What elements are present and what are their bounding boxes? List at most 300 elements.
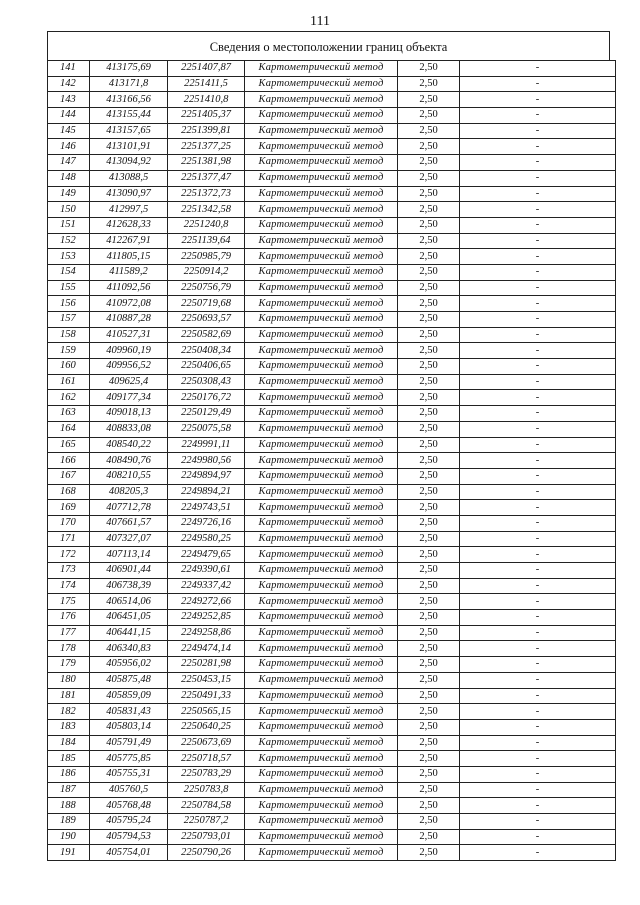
table-row — [48, 798, 616, 814]
coord-x-cell: 410527,31 — [90, 327, 168, 343]
method-cell: Картометрический метод — [245, 578, 398, 594]
description-cell: - — [460, 657, 616, 673]
point-number-cell: 156 — [48, 296, 90, 312]
description-cell: - — [460, 468, 616, 484]
accuracy-cell: 2,50 — [398, 782, 460, 798]
point-number-cell: 149 — [48, 186, 90, 202]
coord-x-cell: 413094,92 — [90, 155, 168, 171]
accuracy-cell: 2,50 — [398, 155, 460, 171]
accuracy-cell: 2,50 — [398, 406, 460, 422]
coord-y-cell: 2249337,42 — [168, 578, 245, 594]
table-row — [48, 829, 616, 845]
description-cell: - — [460, 343, 616, 359]
point-number-cell: 170 — [48, 515, 90, 531]
point-number-cell: 151 — [48, 217, 90, 233]
accuracy-cell: 2,50 — [398, 500, 460, 516]
point-number-cell: 171 — [48, 531, 90, 547]
coord-y-cell: 2250985,79 — [168, 249, 245, 265]
point-number-cell: 142 — [48, 76, 90, 92]
method-cell: Картометрический метод — [245, 123, 398, 139]
description-cell: - — [460, 672, 616, 688]
description-cell: - — [460, 296, 616, 312]
accuracy-cell: 2,50 — [398, 139, 460, 155]
point-number-cell: 174 — [48, 578, 90, 594]
table-row — [48, 688, 616, 704]
description-cell: - — [460, 704, 616, 720]
table-title: Сведения о местоположении границ объекта — [47, 31, 610, 60]
table-row — [48, 641, 616, 657]
coord-y-cell: 2249894,21 — [168, 484, 245, 500]
description-cell: - — [460, 500, 616, 516]
accuracy-cell: 2,50 — [398, 719, 460, 735]
coord-y-cell: 2250308,43 — [168, 374, 245, 390]
page-number: 111 — [310, 14, 330, 29]
coord-y-cell: 2250453,15 — [168, 672, 245, 688]
method-cell: Картометрический метод — [245, 139, 398, 155]
coord-x-cell: 408833,08 — [90, 421, 168, 437]
coord-x-cell: 408210,55 — [90, 468, 168, 484]
coordinates-table-body — [48, 61, 616, 861]
method-cell: Картометрический метод — [245, 233, 398, 249]
coord-y-cell: 2249258,86 — [168, 625, 245, 641]
description-cell: - — [460, 359, 616, 375]
table-row — [48, 468, 616, 484]
coord-x-cell: 411092,56 — [90, 280, 168, 296]
point-number-cell: 179 — [48, 657, 90, 673]
coord-y-cell: 2250129,49 — [168, 406, 245, 422]
method-cell: Картометрический метод — [245, 186, 398, 202]
accuracy-cell: 2,50 — [398, 594, 460, 610]
coord-x-cell: 409018,13 — [90, 406, 168, 422]
coord-x-cell: 413171,8 — [90, 76, 168, 92]
coord-x-cell: 405775,85 — [90, 751, 168, 767]
description-cell: - — [460, 735, 616, 751]
accuracy-cell: 2,50 — [398, 515, 460, 531]
description-cell: - — [460, 798, 616, 814]
method-cell: Картометрический метод — [245, 155, 398, 171]
coord-x-cell: 411589,2 — [90, 264, 168, 280]
method-cell: Картометрический метод — [245, 515, 398, 531]
point-number-cell: 172 — [48, 547, 90, 563]
coord-x-cell: 407327,07 — [90, 531, 168, 547]
description-cell: - — [460, 719, 616, 735]
coord-x-cell: 412267,91 — [90, 233, 168, 249]
table-row — [48, 186, 616, 202]
description-cell: - — [460, 437, 616, 453]
table-row — [48, 453, 616, 469]
method-cell: Картометрический метод — [245, 92, 398, 108]
description-cell: - — [460, 406, 616, 422]
coord-x-cell: 411805,15 — [90, 249, 168, 265]
coord-y-cell: 2250565,15 — [168, 704, 245, 720]
coord-y-cell: 2250719,68 — [168, 296, 245, 312]
table-row — [48, 296, 616, 312]
point-number-cell: 168 — [48, 484, 90, 500]
accuracy-cell: 2,50 — [398, 374, 460, 390]
point-number-cell: 173 — [48, 563, 90, 579]
coord-x-cell: 409960,19 — [90, 343, 168, 359]
point-number-cell: 181 — [48, 688, 90, 704]
coord-x-cell: 405794,53 — [90, 829, 168, 845]
description-cell: - — [460, 76, 616, 92]
accuracy-cell: 2,50 — [398, 108, 460, 124]
point-number-cell: 154 — [48, 264, 90, 280]
point-number-cell: 166 — [48, 453, 90, 469]
point-number-cell: 176 — [48, 610, 90, 626]
method-cell: Картометрический метод — [245, 814, 398, 830]
coord-x-cell: 405831,43 — [90, 704, 168, 720]
method-cell: Картометрический метод — [245, 202, 398, 218]
coord-y-cell: 2250783,29 — [168, 766, 245, 782]
table-row — [48, 217, 616, 233]
table-row — [48, 170, 616, 186]
table-row — [48, 547, 616, 563]
coord-x-cell: 406340,83 — [90, 641, 168, 657]
method-cell: Картометрический метод — [245, 264, 398, 280]
coord-x-cell: 405768,48 — [90, 798, 168, 814]
accuracy-cell: 2,50 — [398, 657, 460, 673]
description-cell: - — [460, 312, 616, 328]
method-cell: Картометрический метод — [245, 484, 398, 500]
coord-x-cell: 406441,15 — [90, 625, 168, 641]
coord-x-cell: 409956,52 — [90, 359, 168, 375]
point-number-cell: 158 — [48, 327, 90, 343]
coord-x-cell: 413175,69 — [90, 61, 168, 77]
coord-y-cell: 2249474,14 — [168, 641, 245, 657]
method-cell: Картометрический метод — [245, 845, 398, 861]
coord-y-cell: 2249479,65 — [168, 547, 245, 563]
coord-y-cell: 2249743,51 — [168, 500, 245, 516]
accuracy-cell: 2,50 — [398, 296, 460, 312]
table-row — [48, 92, 616, 108]
coord-y-cell: 2250693,57 — [168, 312, 245, 328]
table-row — [48, 782, 616, 798]
method-cell: Картометрический метод — [245, 798, 398, 814]
table-row — [48, 249, 616, 265]
coord-y-cell: 2250281,98 — [168, 657, 245, 673]
table-row — [48, 735, 616, 751]
point-number-cell: 189 — [48, 814, 90, 830]
table-row — [48, 845, 616, 861]
method-cell: Картометрический метод — [245, 531, 398, 547]
point-number-cell: 167 — [48, 468, 90, 484]
coord-y-cell: 2251407,87 — [168, 61, 245, 77]
coord-y-cell: 2249980,56 — [168, 453, 245, 469]
coord-x-cell: 413090,97 — [90, 186, 168, 202]
table-row — [48, 594, 616, 610]
accuracy-cell: 2,50 — [398, 563, 460, 579]
coord-x-cell: 410972,08 — [90, 296, 168, 312]
coord-y-cell: 2249580,25 — [168, 531, 245, 547]
coord-x-cell: 406738,39 — [90, 578, 168, 594]
accuracy-cell: 2,50 — [398, 92, 460, 108]
table-row — [48, 264, 616, 280]
point-number-cell: 159 — [48, 343, 90, 359]
coord-y-cell: 2250491,33 — [168, 688, 245, 704]
coord-y-cell: 2250790,26 — [168, 845, 245, 861]
accuracy-cell: 2,50 — [398, 704, 460, 720]
accuracy-cell: 2,50 — [398, 202, 460, 218]
description-cell: - — [460, 264, 616, 280]
coord-x-cell: 408205,3 — [90, 484, 168, 500]
coord-x-cell: 407712,78 — [90, 500, 168, 516]
accuracy-cell: 2,50 — [398, 814, 460, 830]
point-number-cell: 163 — [48, 406, 90, 422]
boundary-table-sheet — [47, 31, 610, 861]
method-cell: Картометрический метод — [245, 657, 398, 673]
description-cell: - — [460, 563, 616, 579]
method-cell: Картометрический метод — [245, 610, 398, 626]
coord-y-cell: 2250582,69 — [168, 327, 245, 343]
coord-y-cell: 2250406,65 — [168, 359, 245, 375]
point-number-cell: 145 — [48, 123, 90, 139]
accuracy-cell: 2,50 — [398, 468, 460, 484]
coord-y-cell: 2249390,61 — [168, 563, 245, 579]
point-number-cell: 184 — [48, 735, 90, 751]
point-number-cell: 186 — [48, 766, 90, 782]
table-row — [48, 421, 616, 437]
table-row — [48, 625, 616, 641]
description-cell: - — [460, 578, 616, 594]
method-cell: Картометрический метод — [245, 829, 398, 845]
coord-y-cell: 2249252,85 — [168, 610, 245, 626]
table-row — [48, 751, 616, 767]
coord-y-cell: 2251381,98 — [168, 155, 245, 171]
point-number-cell: 144 — [48, 108, 90, 124]
description-cell: - — [460, 453, 616, 469]
point-number-cell: 165 — [48, 437, 90, 453]
table-row — [48, 374, 616, 390]
table-row — [48, 531, 616, 547]
coord-y-cell: 2251342,58 — [168, 202, 245, 218]
table-row — [48, 719, 616, 735]
description-cell: - — [460, 280, 616, 296]
method-cell: Картометрический метод — [245, 719, 398, 735]
coord-y-cell: 2250914,2 — [168, 264, 245, 280]
table-row — [48, 484, 616, 500]
point-number-cell: 141 — [48, 61, 90, 77]
description-cell: - — [460, 484, 616, 500]
method-cell: Картометрический метод — [245, 437, 398, 453]
point-number-cell: 150 — [48, 202, 90, 218]
accuracy-cell: 2,50 — [398, 735, 460, 751]
coord-y-cell: 2250075,58 — [168, 421, 245, 437]
point-number-cell: 152 — [48, 233, 90, 249]
description-cell: - — [460, 814, 616, 830]
coord-x-cell: 405956,02 — [90, 657, 168, 673]
method-cell: Картометрический метод — [245, 327, 398, 343]
coord-x-cell: 406451,05 — [90, 610, 168, 626]
method-cell: Картометрический метод — [245, 312, 398, 328]
method-cell: Картометрический метод — [245, 594, 398, 610]
method-cell: Картометрический метод — [245, 343, 398, 359]
coord-y-cell: 2251139,64 — [168, 233, 245, 249]
accuracy-cell: 2,50 — [398, 123, 460, 139]
coord-x-cell: 413155,44 — [90, 108, 168, 124]
description-cell: - — [460, 108, 616, 124]
coord-x-cell: 405875,48 — [90, 672, 168, 688]
point-number-cell: 175 — [48, 594, 90, 610]
table-row — [48, 280, 616, 296]
table-row — [48, 233, 616, 249]
accuracy-cell: 2,50 — [398, 751, 460, 767]
point-number-cell: 143 — [48, 92, 90, 108]
method-cell: Картометрический метод — [245, 359, 398, 375]
description-cell: - — [460, 123, 616, 139]
table-row — [48, 139, 616, 155]
method-cell: Картометрический метод — [245, 547, 398, 563]
table-row — [48, 610, 616, 626]
accuracy-cell: 2,50 — [398, 845, 460, 861]
coord-x-cell: 406514,06 — [90, 594, 168, 610]
method-cell: Картометрический метод — [245, 249, 398, 265]
coord-x-cell: 405859,09 — [90, 688, 168, 704]
accuracy-cell: 2,50 — [398, 359, 460, 375]
table-row — [48, 437, 616, 453]
point-number-cell: 190 — [48, 829, 90, 845]
point-number-cell: 188 — [48, 798, 90, 814]
table-row — [48, 578, 616, 594]
coord-x-cell: 408540,22 — [90, 437, 168, 453]
method-cell: Картометрический метод — [245, 108, 398, 124]
coord-y-cell: 2250783,8 — [168, 782, 245, 798]
coord-y-cell: 2251377,25 — [168, 139, 245, 155]
accuracy-cell: 2,50 — [398, 688, 460, 704]
point-number-cell: 153 — [48, 249, 90, 265]
method-cell: Картометрический метод — [245, 766, 398, 782]
point-number-cell: 146 — [48, 139, 90, 155]
method-cell: Картометрический метод — [245, 782, 398, 798]
table-row — [48, 672, 616, 688]
point-number-cell: 177 — [48, 625, 90, 641]
accuracy-cell: 2,50 — [398, 453, 460, 469]
point-number-cell: 148 — [48, 170, 90, 186]
method-cell: Картометрический метод — [245, 217, 398, 233]
point-number-cell: 164 — [48, 421, 90, 437]
coord-y-cell: 2251399,81 — [168, 123, 245, 139]
coord-x-cell: 405795,24 — [90, 814, 168, 830]
method-cell: Картометрический метод — [245, 170, 398, 186]
method-cell: Картометрический метод — [245, 296, 398, 312]
method-cell: Картометрический метод — [245, 453, 398, 469]
accuracy-cell: 2,50 — [398, 264, 460, 280]
point-number-cell: 191 — [48, 845, 90, 861]
coord-x-cell: 407113,14 — [90, 547, 168, 563]
table-row — [48, 704, 616, 720]
point-number-cell: 155 — [48, 280, 90, 296]
method-cell: Картометрический метод — [245, 735, 398, 751]
point-number-cell: 187 — [48, 782, 90, 798]
point-number-cell: 180 — [48, 672, 90, 688]
method-cell: Картометрический метод — [245, 751, 398, 767]
coord-y-cell: 2249726,16 — [168, 515, 245, 531]
coord-x-cell: 413088,5 — [90, 170, 168, 186]
method-cell: Картометрический метод — [245, 421, 398, 437]
point-number-cell: 161 — [48, 374, 90, 390]
coord-y-cell: 2250718,57 — [168, 751, 245, 767]
coord-y-cell: 2249272,66 — [168, 594, 245, 610]
accuracy-cell: 2,50 — [398, 343, 460, 359]
coord-x-cell: 406901,44 — [90, 563, 168, 579]
coord-y-cell: 2251411,5 — [168, 76, 245, 92]
table-row — [48, 61, 616, 77]
coord-x-cell: 412997,5 — [90, 202, 168, 218]
accuracy-cell: 2,50 — [398, 578, 460, 594]
coord-x-cell: 413157,65 — [90, 123, 168, 139]
point-number-cell: 157 — [48, 312, 90, 328]
description-cell: - — [460, 515, 616, 531]
description-cell: - — [460, 610, 616, 626]
description-cell: - — [460, 421, 616, 437]
description-cell: - — [460, 782, 616, 798]
method-cell: Картометрический метод — [245, 500, 398, 516]
point-number-cell: 183 — [48, 719, 90, 735]
coord-y-cell: 2250673,69 — [168, 735, 245, 751]
accuracy-cell: 2,50 — [398, 390, 460, 406]
accuracy-cell: 2,50 — [398, 641, 460, 657]
accuracy-cell: 2,50 — [398, 437, 460, 453]
description-cell: - — [460, 61, 616, 77]
coord-y-cell: 2250793,01 — [168, 829, 245, 845]
method-cell: Картометрический метод — [245, 76, 398, 92]
description-cell: - — [460, 641, 616, 657]
description-cell: - — [460, 531, 616, 547]
table-row — [48, 343, 616, 359]
description-cell: - — [460, 186, 616, 202]
method-cell: Картометрический метод — [245, 704, 398, 720]
method-cell: Картометрический метод — [245, 688, 398, 704]
method-cell: Картометрический метод — [245, 672, 398, 688]
description-cell: - — [460, 217, 616, 233]
description-cell: - — [460, 688, 616, 704]
coordinates-table — [47, 60, 616, 861]
accuracy-cell: 2,50 — [398, 312, 460, 328]
coord-y-cell: 2250640,25 — [168, 719, 245, 735]
method-cell: Картометрический метод — [245, 374, 398, 390]
table-row — [48, 390, 616, 406]
point-number-cell: 147 — [48, 155, 90, 171]
coord-y-cell: 2249894,97 — [168, 468, 245, 484]
description-cell: - — [460, 547, 616, 563]
coord-y-cell: 2249991,11 — [168, 437, 245, 453]
accuracy-cell: 2,50 — [398, 76, 460, 92]
description-cell: - — [460, 374, 616, 390]
description-cell: - — [460, 92, 616, 108]
accuracy-cell: 2,50 — [398, 327, 460, 343]
point-number-cell: 178 — [48, 641, 90, 657]
coord-x-cell: 405755,31 — [90, 766, 168, 782]
table-row — [48, 123, 616, 139]
accuracy-cell: 2,50 — [398, 610, 460, 626]
table-row — [48, 108, 616, 124]
table-row — [48, 312, 616, 328]
description-cell: - — [460, 625, 616, 641]
description-cell: - — [460, 249, 616, 265]
coord-x-cell: 405754,01 — [90, 845, 168, 861]
coord-x-cell: 410887,28 — [90, 312, 168, 328]
method-cell: Картометрический метод — [245, 280, 398, 296]
accuracy-cell: 2,50 — [398, 61, 460, 77]
method-cell: Картометрический метод — [245, 563, 398, 579]
accuracy-cell: 2,50 — [398, 547, 460, 563]
point-number-cell: 169 — [48, 500, 90, 516]
accuracy-cell: 2,50 — [398, 170, 460, 186]
method-cell: Картометрический метод — [245, 468, 398, 484]
coord-y-cell: 2251377,47 — [168, 170, 245, 186]
description-cell: - — [460, 202, 616, 218]
accuracy-cell: 2,50 — [398, 798, 460, 814]
point-number-cell: 162 — [48, 390, 90, 406]
